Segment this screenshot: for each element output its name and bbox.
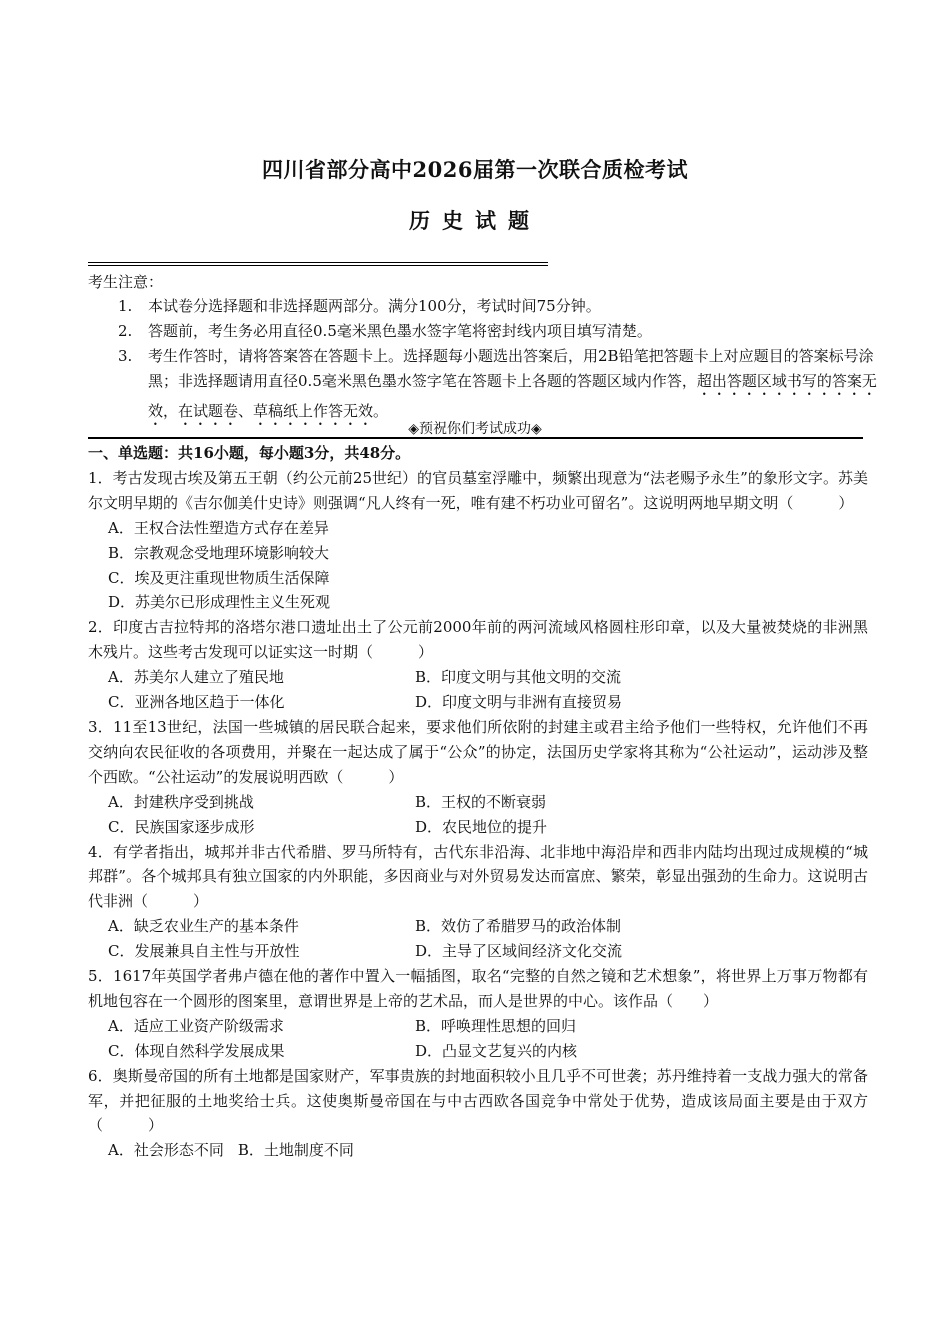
option: C．发展兼具自主性与开放性	[108, 942, 300, 961]
note-text-emphasized: 超出答题区域书写的答案无效，在试题卷、草稿纸上作答无效。	[148, 372, 877, 420]
option: D．印度文明与非洲有直接贸易	[415, 693, 623, 712]
option-list	[88, 914, 868, 964]
exam-title: 四川省部分高中2026届第一次联合质检考试	[262, 157, 688, 182]
option: B．印度文明与其他文明的交流	[415, 668, 622, 687]
option-row	[108, 690, 868, 715]
option-list	[88, 665, 868, 715]
option-list	[88, 790, 868, 840]
note-item	[88, 344, 888, 429]
option: B．效仿了希腊罗马的政治体制	[415, 917, 622, 936]
double-rule-divider	[88, 262, 548, 266]
option-row	[108, 815, 868, 840]
option: C．埃及更注重现世物质生活保障	[108, 568, 330, 587]
note-text: 本试卷分选择题和非选择题两部分。满分100分，考试时间75分钟。	[148, 297, 601, 315]
option: B．呼唤理性思想的回归	[415, 1016, 577, 1035]
option-row	[108, 1014, 868, 1039]
option: A．苏美尔人建立了殖民地	[108, 668, 284, 687]
notes-heading: 考生注意：	[88, 273, 164, 291]
option: D．苏美尔已形成理性主义生死观	[108, 593, 331, 612]
option: C．体现自然科学发展成果	[108, 1041, 285, 1060]
option-list	[88, 516, 868, 616]
note-item	[88, 294, 888, 319]
option: B．土地制度不同	[237, 1141, 354, 1160]
option: B．王权的不断衰弱	[415, 792, 547, 811]
option: A．王权合法性塑造方式存在差异	[108, 518, 329, 537]
question-stem: 6．奥斯曼帝国的所有土地都是国家财产，军事贵族的封地面积较小且几乎不可世袭；苏丹维持着一支战力强大的常备军，并把征服的土地奖给士兵。这使奥斯曼帝国在与中古西欧各国竞争中常处于优势，造成该局面主要是由于双方（ ）	[88, 1066, 868, 1135]
option-row	[108, 1039, 868, 1064]
blessing-line: ◈预祝你们考试成功◈	[408, 421, 542, 437]
note-number: 2.	[118, 322, 133, 340]
option-row	[108, 939, 868, 964]
exam-subject: 历史试题	[409, 208, 541, 233]
option-list	[88, 1138, 868, 1163]
note-text: 答题前，考生务必用直径0.5毫米黑色墨水签字笔将密封线内项目填写清楚。	[148, 322, 652, 340]
option: A．适应工业资产阶级需求	[108, 1016, 284, 1035]
option: C．亚洲各地区趋于一体化	[108, 693, 285, 712]
questions-area	[88, 441, 868, 1163]
option: C．民族国家逐步成形	[108, 817, 255, 836]
question-stem: 3．11至13世纪，法国一些城镇的居民联合起来，要求他们所依附的封建主或君主给予他们一些特权，允许他们不再交纳向农民征收的各项费用，并聚在一起达成了属于“公众”的协定，法国历史学家将其称为“公社运动”，运动涉及整个西欧。“公社运动”的发展说明西欧（ ）	[88, 717, 868, 786]
note-text: 考生作答时，请将答案答在答题卡上。选择题每小题选出答案后，用2B铅笔把答题卡上对应题目的答案标号涂黑；非选择题请用直径0.5毫米黑色墨水签字笔在答题卡上各题的答题区域内作答，	[148, 347, 874, 390]
option: A．社会形态不同	[108, 1141, 224, 1160]
option: B．宗教观念受地理环境影响较大	[108, 543, 330, 562]
option: D．凸显文艺复兴的内核	[415, 1041, 578, 1060]
question-stem: 5．1617年英国学者弗卢德在他的著作中置入一幅插图，取名“完整的自然之镜和艺术想象”，将世界上万事万物都有机地包容在一个圆形的图案里，意谓世界是上帝的艺术品，而人是世界的中心。该作品（ ）	[88, 967, 868, 1010]
note-number: 3.	[118, 347, 133, 365]
question-stem: 4．有学者指出，城邦并非古代希腊、罗马所特有，古代东非沿海、北非地中海沿岸和西非内陆均出现过成规模的“城邦群”。各个城邦具有独立国家的内外职能，多因商业与对外贸易发达而富庶、繁荣，彰显出强劲的生命力。这说明古代非洲（ ）	[88, 842, 868, 911]
candidate-notes	[88, 270, 888, 429]
option-list	[88, 1014, 868, 1064]
question-stem: 1．考古发现古埃及第五王朝（约公元前25世纪）的官员墓室浮雕中，频繁出现意为“法老赐予永生”的象形文字。苏美尔文明早期的《吉尔伽美什史诗》则强调“凡人终有一死，唯有建不朽功业可留名”。这说明两地早期文明（ ）	[88, 468, 868, 512]
note-number: 1.	[118, 297, 133, 315]
option: A．缺乏农业生产的基本条件	[108, 917, 299, 936]
option: A．封建秩序受到挑战	[108, 792, 254, 811]
option-row	[108, 665, 868, 690]
question-stem: 2．印度古吉拉特邦的洛塔尔港口遗址出土了公元前2000年前的两河流域风格圆柱形印章，以及大量被焚烧的非洲黑木残片。这些考古发现可以证实这一时期（ ）	[88, 618, 868, 662]
section-heading: 一、单选题：共16小题，每小题3分，共48分。	[88, 444, 411, 462]
option-row	[108, 790, 868, 815]
note-item	[88, 319, 888, 344]
option: D．主导了区域间经济文化交流	[415, 942, 623, 961]
section-rule	[88, 437, 863, 439]
option-row	[108, 914, 868, 939]
option: D．农民地位的提升	[415, 817, 548, 836]
